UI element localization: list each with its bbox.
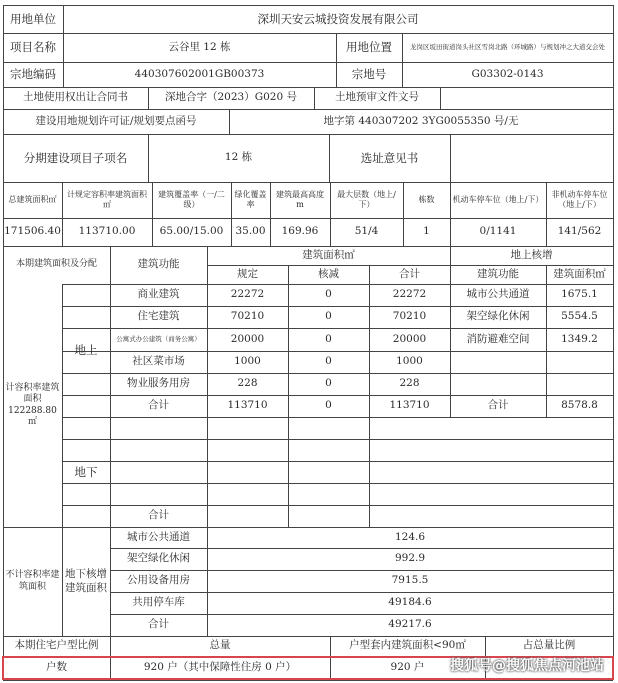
non-far-row-value: 992.9 (394, 552, 426, 565)
label-project-name: 项目名称 (10, 40, 56, 55)
metric-header: 非机动车停车位（地上/下） (551, 190, 608, 209)
value-land-user: 深圳天安云城投资发展有限公司 (257, 11, 419, 26)
value-contract: 深地合字（2023）G020 号 (165, 91, 297, 104)
above-row-reduced: 0 (325, 377, 332, 390)
metric-header: 栋数 (418, 195, 435, 204)
increase-row-name: 架空绿化休闲 (466, 310, 530, 323)
metric-value: 113710.00 (78, 225, 136, 238)
label-permit: 建设用地规划许可证/规划要点函号 (35, 114, 197, 127)
non-far-row-name: 架空绿化休闲 (127, 552, 190, 565)
above-row-name: 商业建筑 (137, 288, 180, 301)
increase-row-area (546, 373, 613, 395)
increase-row-name (450, 351, 546, 373)
above-row-reduced: 0 (325, 355, 332, 368)
non-far-row-value: 49217.6 (388, 618, 432, 631)
increase-row-area: 8578.8 (561, 399, 598, 412)
metric-header: 建筑最高高度 m (276, 190, 324, 209)
grid-line (62, 483, 613, 484)
sub-header-increase-function: 建筑功能 (477, 267, 519, 280)
non-far-row-value: 124.6 (394, 530, 426, 543)
above-row-reduced: 0 (325, 332, 332, 345)
metric-header: 最大层数（地上/下） (337, 190, 396, 209)
metric-value: 171506.40 (4, 225, 61, 238)
sub-header-increase-area: 建筑面积㎡ (553, 267, 606, 280)
increase-row-name: 消防避难空间 (466, 332, 530, 345)
above-row-total: 1000 (396, 355, 423, 368)
metric-value: 65.00/15.00 (159, 225, 224, 238)
non-far-row-value: 7915.5 (391, 574, 429, 587)
above-row-total: 70210 (392, 310, 427, 323)
above-row-planned: 22272 (230, 288, 265, 301)
metric-header: 总建筑面积㎡ (8, 195, 57, 204)
metric-value: 141/562 (557, 225, 602, 238)
housing-small-value: 920 户 (390, 661, 425, 674)
below-total-label: 合计 (148, 509, 169, 522)
non-far-row-value: 49184.6 (388, 596, 432, 609)
grid-line (62, 439, 613, 440)
increase-row-name: 合计 (487, 399, 509, 412)
increase-row-area (546, 351, 613, 373)
above-row-total: 228 (399, 377, 420, 390)
value-parcel-code: 440307602001GB00373 (134, 67, 265, 80)
metric-header: 机动车停车位（地上/下） (452, 195, 544, 204)
increase-row-name (450, 373, 546, 395)
above-row-planned: 113710 (227, 399, 268, 412)
sub-header-reduced: 核减 (318, 267, 339, 280)
value-project-name: 云谷里 12 栋 (168, 40, 231, 53)
metric-header: 计规定容积率建筑面积㎡ (67, 190, 147, 209)
section-label: 本期建筑面积及分配 (15, 259, 97, 270)
above-row-total: 20000 (392, 332, 427, 345)
value-land-notice (440, 87, 613, 109)
non-far-row-name: 城市公共通道 (127, 530, 190, 543)
non-far-row-name: 共用停车库 (132, 596, 185, 609)
far-group-label: 计容积率建筑面积 122288.80㎡ (5, 383, 60, 427)
label-below: 地下 (74, 464, 98, 479)
label-land-user: 用地单位 (10, 11, 56, 26)
housing-row-label: 户数 (46, 661, 67, 674)
housing-total-label: 总量 (209, 639, 231, 652)
non-far-sub-label: 地下核增建筑面积 (65, 568, 107, 594)
label-parcel-no: 宗地号 (351, 67, 387, 82)
housing-label: 本期住宅户型比例 (14, 639, 99, 652)
above-row-total: 113710 (389, 399, 430, 412)
sub-header-planned: 规定 (237, 267, 258, 280)
above-row-reduced: 0 (325, 399, 332, 412)
above-row-name: 社区菜市场 (132, 355, 185, 368)
above-row-name: 住宅建筑 (137, 310, 180, 323)
housing-ratio-label: 占总量比例 (522, 639, 576, 652)
label-land-notice: 土地预审文件文号 (335, 91, 419, 104)
value-land-location: 龙岗区坂田街道岗头社区雪岗北路（环城路）与规划冲之大道交会处 (410, 43, 605, 52)
non-far-row-name: 公用设备用房 (127, 574, 190, 587)
label-phase: 分期建设项目子项名 (23, 150, 128, 165)
above-row-reduced: 0 (325, 310, 332, 323)
watermark: 搜狐号@搜狐焦点河池站 (450, 658, 604, 674)
metric-value: 35.00 (235, 225, 266, 238)
above-row-planned: 1000 (234, 355, 261, 368)
label-opinion: 选址意见书 (360, 150, 419, 165)
above-row-planned: 70210 (230, 310, 265, 323)
housing-small-label: 户型套内建筑面积<90㎡ (349, 639, 466, 652)
grid-line (62, 461, 613, 462)
housing-total-value: 920 户（其中保障性住房 0 户） (143, 661, 297, 674)
metric-value: 0/1141 (479, 225, 517, 238)
label-parcel-code: 宗地编码 (10, 67, 56, 82)
label-contract: 土地使用权出让合同书 (23, 91, 128, 104)
above-row-planned: 20000 (230, 332, 265, 345)
above-row-name: 公寓式办公建筑（商务公寓） (116, 335, 201, 344)
increase-row-name: 城市公共通道 (466, 288, 530, 301)
label-function: 建筑功能 (137, 258, 180, 271)
above-row-planned: 228 (237, 377, 258, 390)
above-row-total: 22272 (392, 288, 427, 301)
increase-row-area: 5554.5 (561, 310, 598, 323)
label-area: 建筑面积㎡ (302, 248, 355, 261)
label-above: 地上 (74, 343, 98, 358)
value-parcel-no: G03302-0143 (471, 67, 544, 80)
label-above-ground-increase: 地上核增 (510, 248, 553, 261)
value-permit: 地字第 440307202 3YG0055350 号/无 (323, 114, 519, 127)
non-far-group-label: 不计容积率建筑面积 (5, 570, 60, 592)
above-row-name: 合计 (148, 399, 169, 412)
metric-value: 1 (423, 225, 430, 238)
above-row-name: 物业服务用房 (127, 377, 190, 390)
value-phase: 12 栋 (224, 151, 253, 164)
metric-value: 51/4 (354, 225, 379, 238)
value-opinion (450, 134, 613, 182)
sub-header-total: 合计 (399, 267, 420, 280)
increase-row-area: 1349.2 (561, 332, 598, 345)
increase-row-area: 1675.1 (561, 288, 598, 301)
metric-value: 169.96 (281, 225, 319, 238)
label-land-location: 用地位置 (346, 40, 392, 55)
non-far-row-name: 合计 (148, 618, 169, 631)
metric-header: 绿化覆盖率 (234, 190, 267, 209)
above-row-reduced: 0 (325, 288, 332, 301)
metric-header: 建筑覆盖率（一/二级） (158, 190, 225, 209)
